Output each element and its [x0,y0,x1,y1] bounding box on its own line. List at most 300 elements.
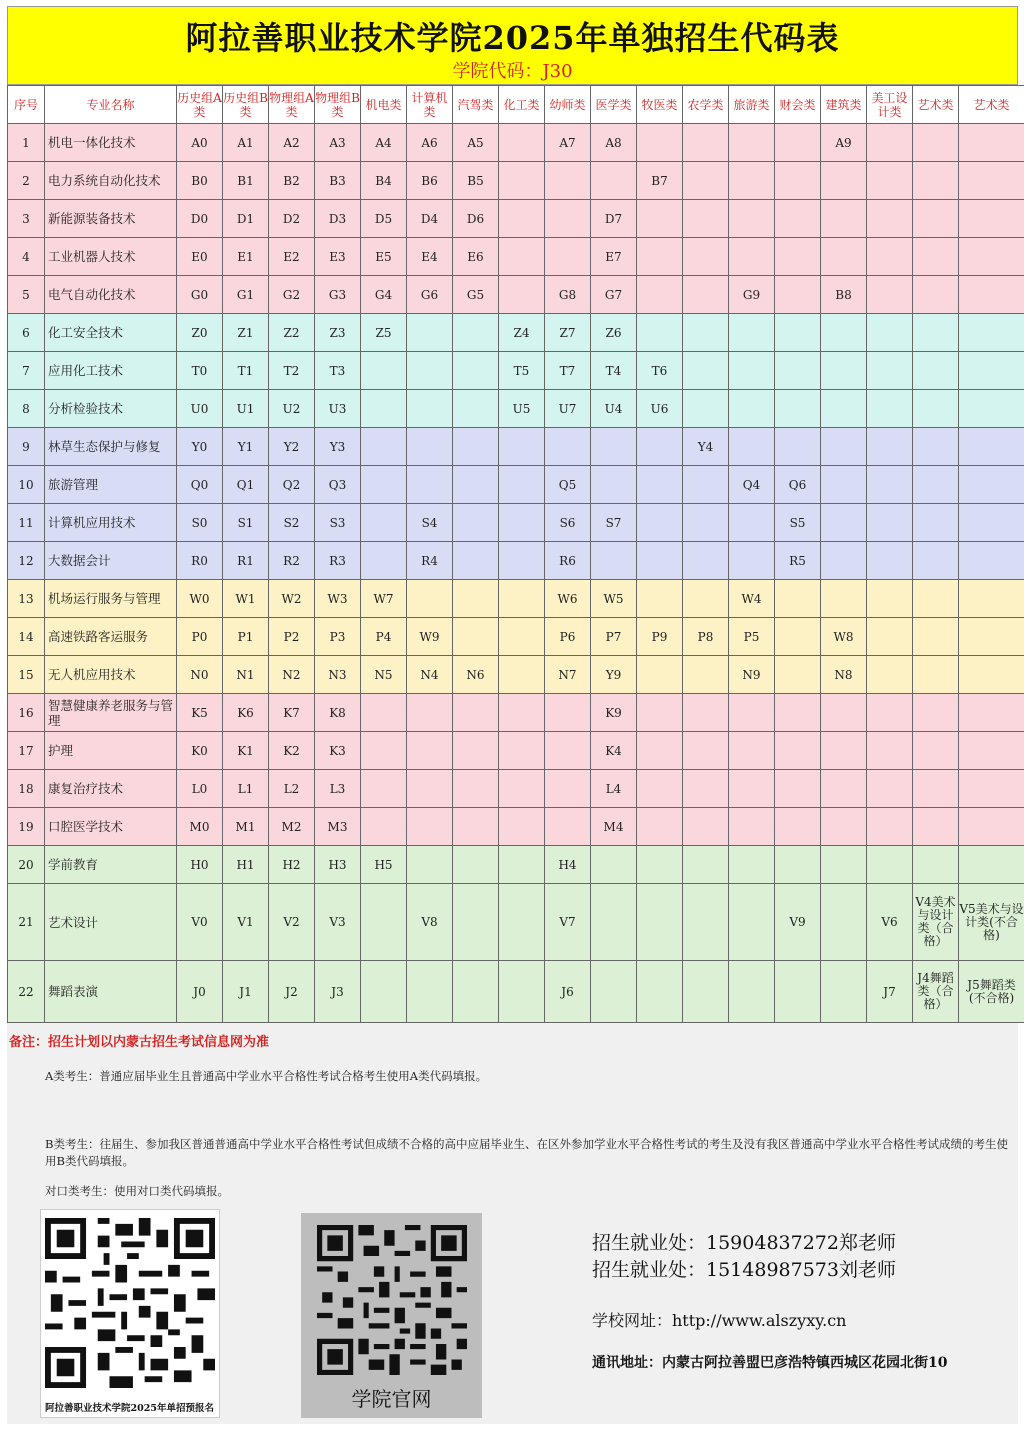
code-cell [959,466,1024,504]
code-cell: J3 [315,961,361,1023]
code-cell: S6 [545,504,591,542]
code-cell [499,770,545,808]
code-cell [913,504,959,542]
code-cell [361,352,407,390]
code-cell [821,732,867,770]
code-cell [867,618,913,656]
code-cell: S3 [315,504,361,542]
code-cell [959,808,1024,846]
code-cell [683,694,729,732]
code-cell [545,200,591,238]
code-cell [913,314,959,352]
code-cell: E3 [315,238,361,276]
code-cell: K2 [269,732,315,770]
code-cell [499,656,545,694]
code-cell [821,808,867,846]
code-cell [821,352,867,390]
code-cell: N2 [269,656,315,694]
code-cell: A2 [269,124,315,162]
major-name: 应用化工技术 [45,352,177,390]
code-cell [729,124,775,162]
column-header: 农学类 [683,86,729,124]
code-cell [821,428,867,466]
code-cell [683,846,729,884]
code-cell [499,618,545,656]
code-sheet [7,6,1024,1424]
code-cell [729,162,775,200]
code-cell: B5 [453,162,499,200]
code-cell: Y1 [223,428,269,466]
code-cell: G1 [223,276,269,314]
code-cell [867,466,913,504]
code-cell [775,656,821,694]
code-cell: T5 [499,352,545,390]
code-cell: D4 [407,200,453,238]
code-cell [407,961,453,1023]
code-cell [821,200,867,238]
code-cell [775,390,821,428]
code-cell: D2 [269,200,315,238]
code-cell: Z2 [269,314,315,352]
code-cell [821,238,867,276]
code-cell [867,124,913,162]
code-cell [821,961,867,1023]
code-cell [591,466,637,504]
code-cell [453,846,499,884]
code-cell [729,961,775,1023]
code-cell: B1 [223,162,269,200]
code-cell: A6 [407,124,453,162]
major-name: 大数据会计 [45,542,177,580]
code-cell [637,238,683,276]
code-cell [407,428,453,466]
code-cell: W5 [591,580,637,618]
column-header: 物理组A类 [269,86,315,124]
code-cell: E0 [177,238,223,276]
code-cell: U3 [315,390,361,428]
code-cell [499,694,545,732]
table-row [8,580,1024,618]
major-name: 机场运行服务与管理 [45,580,177,618]
preregistration-qr[interactable] [40,1209,220,1418]
row-number: 8 [8,390,45,428]
column-header: 艺术类 [913,86,959,124]
column-header: 专业名称 [45,86,177,124]
code-cell [959,846,1024,884]
code-cell [775,770,821,808]
code-cell [867,162,913,200]
code-cell: D6 [453,200,499,238]
code-cell [775,846,821,884]
code-cell: P9 [637,618,683,656]
code-cell [407,732,453,770]
code-cell: V8 [407,884,453,961]
code-cell [867,808,913,846]
code-cell: R4 [407,542,453,580]
code-cell [545,428,591,466]
code-cell: B0 [177,162,223,200]
code-cell [913,770,959,808]
code-cell: N4 [407,656,453,694]
code-cell [913,618,959,656]
code-cell: S4 [407,504,453,542]
code-cell: J7 [867,961,913,1023]
code-cell [453,466,499,504]
code-cell: M3 [315,808,361,846]
code-cell [913,276,959,314]
code-cell: N0 [177,656,223,694]
table-row [8,694,1024,732]
code-cell: E2 [269,238,315,276]
code-cell: W9 [407,618,453,656]
code-cell: W8 [821,618,867,656]
code-cell: H0 [177,846,223,884]
college-code: 学院代码：J30 [452,61,573,82]
code-cell: D7 [591,200,637,238]
major-name: 林草生态保护与修复 [45,428,177,466]
code-cell: V7 [545,884,591,961]
column-header: 美工设计类 [867,86,913,124]
code-cell [821,770,867,808]
code-cell: P4 [361,618,407,656]
column-header: 旅游类 [729,86,775,124]
row-number: 12 [8,542,45,580]
code-cell [913,732,959,770]
code-cell [683,732,729,770]
code-cell: Y3 [315,428,361,466]
code-cell [453,428,499,466]
contact-liu: 招生就业处：15148987573刘老师 [592,1259,896,1281]
code-cell [361,504,407,542]
code-cell: A7 [545,124,591,162]
code-cell: D3 [315,200,361,238]
code-cell [775,732,821,770]
code-cell: D5 [361,200,407,238]
code-cell [729,352,775,390]
code-cell [591,542,637,580]
code-cell: G7 [591,276,637,314]
table-row [8,618,1024,656]
code-cell [453,580,499,618]
code-cell [913,580,959,618]
code-cell [867,656,913,694]
row-number: 14 [8,618,45,656]
major-name: 学前教育 [45,846,177,884]
code-cell [913,808,959,846]
code-cell [959,618,1024,656]
code-cell [729,504,775,542]
code-cell [913,352,959,390]
code-cell [683,542,729,580]
qr-code-icon [45,1214,215,1392]
code-cell: H3 [315,846,361,884]
code-cell: N3 [315,656,361,694]
code-cell: P6 [545,618,591,656]
code-cell: P8 [683,618,729,656]
code-cell: P7 [591,618,637,656]
code-cell [821,580,867,618]
code-cell [775,200,821,238]
code-cell [453,808,499,846]
major-name: 化工安全技术 [45,314,177,352]
code-cell [499,200,545,238]
code-cell [637,580,683,618]
code-cell [407,352,453,390]
code-cell: B8 [821,276,867,314]
code-cell: S2 [269,504,315,542]
code-cell: S0 [177,504,223,542]
code-cell [499,238,545,276]
row-number: 18 [8,770,45,808]
code-cell [361,961,407,1023]
code-cell [729,846,775,884]
code-cell [683,504,729,542]
code-cell: P2 [269,618,315,656]
vocational-note: 对口类考生：使用对口类代码填报。 [45,1184,229,1198]
table-row [8,238,1024,276]
code-cell [913,124,959,162]
code-cell: W6 [545,580,591,618]
code-cell: A5 [453,124,499,162]
code-cell [959,504,1024,542]
code-cell [775,580,821,618]
code-cell [821,390,867,428]
major-name: 工业机器人技术 [45,238,177,276]
code-cell: Y2 [269,428,315,466]
code-cell [775,694,821,732]
code-cell: K0 [177,732,223,770]
code-cell: E1 [223,238,269,276]
code-cell [913,656,959,694]
row-number: 7 [8,352,45,390]
code-cell [821,162,867,200]
table-row [8,542,1024,580]
major-name: 旅游管理 [45,466,177,504]
code-cell [683,656,729,694]
code-cell: B6 [407,162,453,200]
code-cell [683,124,729,162]
code-cell [775,618,821,656]
code-cell [361,732,407,770]
code-cell [867,238,913,276]
code-cell [499,846,545,884]
code-cell: P0 [177,618,223,656]
code-cell [591,162,637,200]
code-cell: Y4 [683,428,729,466]
code-cell [729,314,775,352]
code-cell: S7 [591,504,637,542]
code-cell [821,314,867,352]
code-cell [867,580,913,618]
code-cell [637,200,683,238]
code-cell [959,276,1024,314]
code-cell [775,961,821,1023]
code-cell: R5 [775,542,821,580]
code-cell [867,200,913,238]
table-row [8,808,1024,846]
code-cell: G3 [315,276,361,314]
code-cell [821,846,867,884]
code-cell: E4 [407,238,453,276]
code-cell [545,162,591,200]
code-cell: Z5 [361,314,407,352]
table-row [8,466,1024,504]
code-cell [361,428,407,466]
code-cell: A1 [223,124,269,162]
code-cell [959,162,1024,200]
row-number: 22 [8,961,45,1023]
code-cell: E7 [591,238,637,276]
code-cell: P1 [223,618,269,656]
code-cell [637,808,683,846]
code-cell [821,694,867,732]
code-cell: Y0 [177,428,223,466]
code-cell: H2 [269,846,315,884]
code-cell [637,770,683,808]
b-class-note: B类考生：往届生、参加我区普通普通高中学业水平合格性考试但成绩不合格的高中应届毕业生、在区外参加学业水平合格性考试的考生及没有我区普通高中学业水平合格性考试成绩的考生使用B类代码填报。 [45,1137,1008,1168]
column-header: 化工类 [499,86,545,124]
code-cell [913,238,959,276]
code-cell: V3 [315,884,361,961]
code-cell: D1 [223,200,269,238]
code-cell [913,466,959,504]
code-cell: K4 [591,732,637,770]
code-cell: N6 [453,656,499,694]
code-cell [683,884,729,961]
row-number: 2 [8,162,45,200]
website-qr[interactable] [301,1213,482,1418]
table-row [8,846,1024,884]
code-table [7,85,1024,1023]
code-cell: V6 [867,884,913,961]
code-cell [637,846,683,884]
code-cell: J6 [545,961,591,1023]
code-cell [867,694,913,732]
code-cell: Q0 [177,466,223,504]
row-number: 19 [8,808,45,846]
code-cell [683,466,729,504]
code-cell [361,694,407,732]
code-cell [453,390,499,428]
code-cell: R3 [315,542,361,580]
row-number: 6 [8,314,45,352]
code-cell [729,200,775,238]
table-row [8,428,1024,466]
code-cell [729,238,775,276]
column-header: 幼师类 [545,86,591,124]
column-header: 历史组A类 [177,86,223,124]
code-cell: B2 [269,162,315,200]
code-cell: G5 [453,276,499,314]
code-cell: Z3 [315,314,361,352]
code-cell [867,428,913,466]
code-cell [453,314,499,352]
code-cell [729,428,775,466]
code-cell: J2 [269,961,315,1023]
code-cell: B7 [637,162,683,200]
code-cell [637,656,683,694]
code-cell: M4 [591,808,637,846]
remark-note: 备注：招生计划以内蒙古招生考试信息网为准 [9,1035,270,1050]
code-cell: V4美术与设计类（合格） [913,884,959,961]
code-cell [913,846,959,884]
code-cell [499,884,545,961]
column-header: 财会类 [775,86,821,124]
code-cell: U4 [591,390,637,428]
school-website[interactable]: 学校网址：http://www.alszyxy.cn [592,1311,847,1330]
major-name: 电气自动化技术 [45,276,177,314]
code-cell [913,428,959,466]
code-cell: Y9 [591,656,637,694]
code-cell [499,961,545,1023]
code-cell [591,846,637,884]
table-row [8,124,1024,162]
code-cell [637,884,683,961]
code-cell [683,770,729,808]
table-row [8,200,1024,238]
code-cell: L3 [315,770,361,808]
code-cell [775,808,821,846]
code-cell: M2 [269,808,315,846]
table-row [8,314,1024,352]
column-header: 牧医类 [637,86,683,124]
code-cell [453,694,499,732]
code-cell [959,694,1024,732]
code-cell [959,428,1024,466]
code-cell: A8 [591,124,637,162]
table-row [8,961,1024,1023]
table-row [8,884,1024,961]
code-cell: Z1 [223,314,269,352]
row-number: 15 [8,656,45,694]
column-header: 汽驾类 [453,86,499,124]
code-cell [407,770,453,808]
qr-caption-preregistration: 阿拉善职业技术学院2025年单招预报名 [45,1403,214,1414]
code-cell: U2 [269,390,315,428]
code-cell: K5 [177,694,223,732]
column-header: 医学类 [591,86,637,124]
code-cell: N1 [223,656,269,694]
code-cell [959,656,1024,694]
code-cell: W1 [223,580,269,618]
code-cell [499,428,545,466]
code-cell: J0 [177,961,223,1023]
code-cell: J1 [223,961,269,1023]
code-cell [499,580,545,618]
code-cell [683,162,729,200]
code-cell: L0 [177,770,223,808]
code-cell: U1 [223,390,269,428]
code-cell: B3 [315,162,361,200]
code-cell: B4 [361,162,407,200]
code-cell [683,238,729,276]
code-cell [361,390,407,428]
code-cell [499,732,545,770]
major-name: 口腔医学技术 [45,808,177,846]
code-cell [959,732,1024,770]
code-cell [775,428,821,466]
column-header: 物理组B类 [315,86,361,124]
code-cell [775,162,821,200]
row-number: 11 [8,504,45,542]
code-cell [453,352,499,390]
column-header: 机电类 [361,86,407,124]
code-cell: V5美术与设计类(不合格) [959,884,1024,961]
code-cell [775,124,821,162]
major-name: 高速铁路客运服务 [45,618,177,656]
code-cell [361,466,407,504]
code-cell [959,390,1024,428]
